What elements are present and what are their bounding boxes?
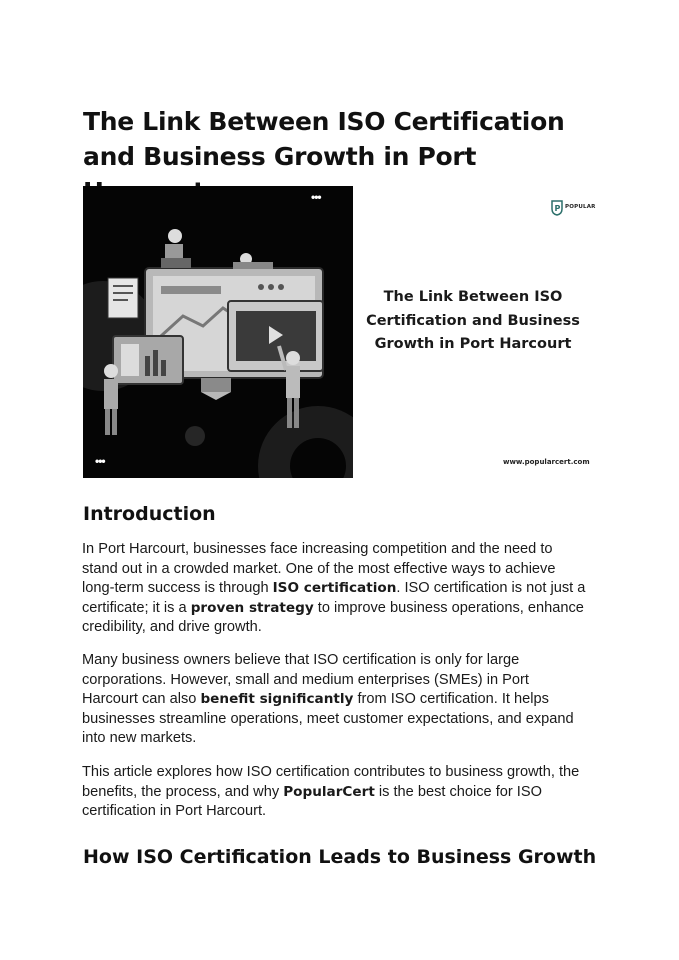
banner-heading: The Link Between ISO Certification and Business Growth in Port Harcourt: [366, 289, 580, 352]
paragraph-text: . ISO certification is not just a certificate; it is a: [82, 580, 586, 616]
banner-image: [83, 186, 596, 478]
bold-text: PopularCert: [283, 783, 375, 800]
banner-text-panel: [353, 186, 596, 478]
popularcert-logo: [551, 200, 596, 224]
intro-paragraph-1: [82, 540, 587, 638]
banner-url: www.popularcert.com: [503, 458, 590, 466]
menu-dots-icon: •••: [311, 190, 321, 204]
logo-text: POPULAR: [565, 204, 596, 210]
bold-text: benefit significantly: [200, 691, 354, 708]
paragraph-text: from ISO certification. It helps businesses streamline operations, meet customer expectations, and expand into new markets.: [82, 691, 574, 747]
intro-paragraph-2: [82, 651, 587, 749]
paragraph-text: In Port Harcourt, businesses face increasing competition and the need to stand out in a crowded market. One of the most effective ways to achieve long-term success is through: [82, 541, 556, 597]
banner-illustration-panel: [83, 186, 353, 478]
bold-text: proven strategy: [190, 599, 314, 616]
bold-text: ISO certification: [272, 580, 397, 597]
shield-logo-icon: [551, 200, 563, 216]
svg-text:P: P: [554, 204, 561, 213]
intro-paragraph-3: [82, 763, 587, 822]
introduction-heading: Introduction: [83, 503, 216, 525]
paragraph-text: Many business owners believe that ISO certification is only for large corporations. However, small and medium enterprises (SMEs) in Port Harcourt can also: [82, 652, 529, 708]
paragraph-text: is the best choice for ISO certification in Port Harcourt.: [82, 783, 542, 820]
paragraph-text: to improve business operations, enhance credibility, and drive growth.: [82, 599, 584, 636]
menu-dots-icon: •••: [95, 454, 105, 468]
section-heading: How ISO Certification Leads to Business Growth: [83, 846, 597, 868]
people-with-dashboard-illustration: [83, 186, 353, 478]
paragraph-text: This article explores how ISO certification contributes to business growth, the benefits, the process, and why: [82, 764, 580, 800]
article-title: The Link Between ISO Certification and Business Growth in Port: [83, 107, 565, 171]
